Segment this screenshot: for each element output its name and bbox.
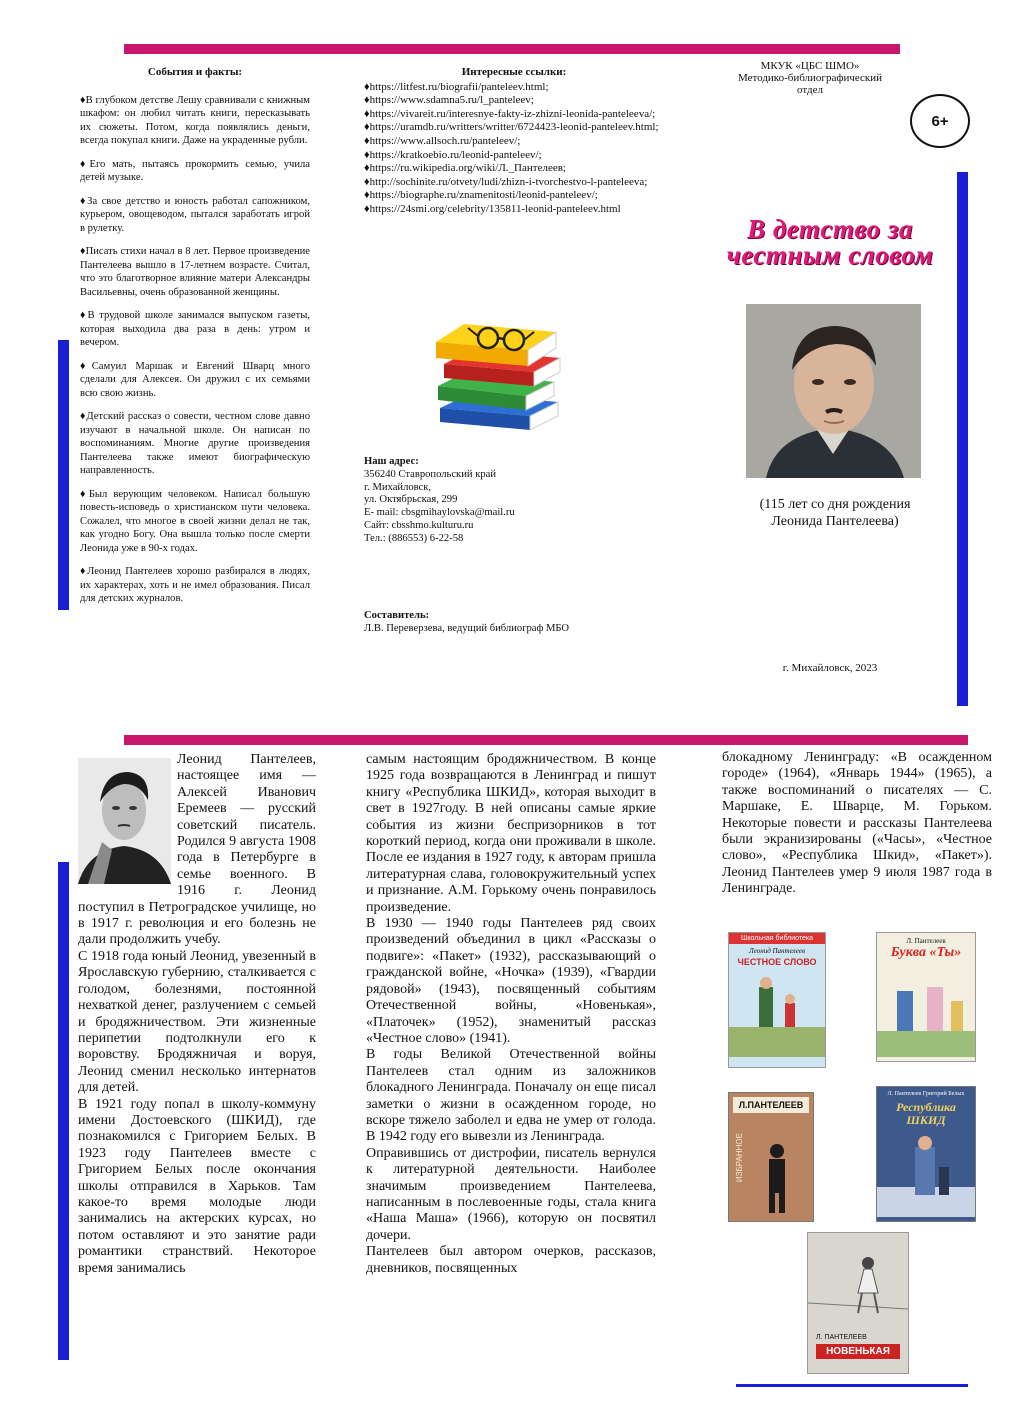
book-illustration-icon — [877, 961, 975, 1057]
compiler-block — [364, 610, 664, 636]
fact-item: ♦За свое детство и юность работал сапожником, курьером, овощеводом, пытался заработать игрой в рулетку. — [80, 195, 310, 234]
address-line: 356240 Ставропольский край — [364, 468, 497, 480]
bw-portrait-photo — [78, 758, 171, 884]
fact-item: ♦Писать стихи начал в 8 лет. Первое произведение Пантелеева вышло в 17-летнем возрасте. Считал, что это благотворное влияние матери Александры Васильевны, очень образованной женщины. — [80, 246, 310, 298]
bio-paragraph: блокадному Ленинграду: «В осажденном городе» (1964), «Январь 1944» (1965), а также воспоминаний о писателях — С. Маршаке, Е. Шварце, М. Горьком. Некоторые повести и рассказы Пантелеева были экранизированы («Часы», «Честное слово», «Республика Шкид», «Пакет»). Леонид Пантелеев умер 9 июля 1987 года в Ленинграде. — [722, 750, 992, 897]
link-item[interactable]: ♦https://www.sdamna5.ru/l_panteleev; — [364, 94, 534, 107]
links-column — [364, 66, 664, 217]
book-illustration-icon — [729, 1129, 813, 1219]
links-list — [364, 81, 664, 217]
link-item[interactable]: ♦https://uramdb.ru/writters/writter/6724423-leonid-panteleev.html; — [364, 121, 659, 134]
fact-item: ♦В трудовой школе занимался выпуском газеты, которая выходила два раза в день: утром и вечером. — [80, 310, 310, 348]
link-item[interactable]: ♦https://24smi.org/celebrity/135811-leonid-panteleev.html — [364, 202, 621, 215]
bw-portrait-image — [78, 758, 171, 884]
portrait-image — [746, 304, 921, 478]
cover-title — [700, 216, 960, 268]
book-cover-izbrannoe — [728, 1092, 814, 1222]
book-author: Л. Пантелеев — [906, 937, 946, 945]
cover-subtitle-line: (115 лет со дня рождения — [759, 497, 911, 512]
bio-paragraph: Оправившись от дистрофии, писатель вернулся к литературной деятельности. Наиболее значимым произведением Пантелеева, написанным в послевоенные годы, стала книга «Наша Маша» (1966), которую он посвятил дочери. — [366, 1145, 656, 1243]
books-stack-icon — [430, 298, 570, 438]
book-cover-bukva-ty — [876, 932, 976, 1062]
cover-portrait-photo — [746, 304, 921, 478]
facts-column — [80, 66, 310, 616]
cover-subtitle-line: Леонида Пантелеева) — [771, 514, 899, 529]
book-illustration-icon — [808, 1233, 908, 1329]
bio-paragraph: самым настоящим бродяжничеством. В конце 1925 года возвращаются в Ленинград и пишут книгу «Республика ШКИД», которая выходит в свет в 1927году. В ней описаны самые яркие события из жизни беспризорников в тот короткий период, когда они проживали в школе. После ее издания в 1927 году, к авторам пришла литературная слава, головокружительный успех и признание. А.М. Горькому очень понравилось произведение. — [366, 752, 656, 915]
bottom-right-blue-line — [736, 1384, 968, 1387]
book-series-label: Школьная библиотека — [729, 933, 825, 944]
bio-paragraph: Леонид Пантелеев, настоящее имя — Алексей Иванович Еремеев — русский советский писатель. Родился 9 августа 1908 года в Петербурге в семье военного. В 1916 г. Леонид поступил в Петроградское училище, но в 1917 г. революция и его болезнь не дали продолжить учебу. — [78, 752, 316, 948]
book-author: Леонид Пантелеев — [748, 947, 805, 955]
website-line[interactable]: Сайт: cbsshmo.kulturu.ru — [364, 519, 474, 531]
organization-header — [715, 60, 905, 96]
bottom-magenta-bar — [124, 735, 968, 745]
book-cover-respublika-shkid — [876, 1086, 976, 1222]
bio-column-3 — [722, 750, 992, 898]
top-magenta-bar — [124, 44, 900, 54]
link-item[interactable]: ♦http://sochinite.ru/otvety/ludi/zhizn-i-tvorchestvo-l-panteleeva; — [364, 175, 648, 188]
top-left-blue-bar — [58, 340, 69, 610]
bio-paragraph: Пантелеев был автором очерков, рассказов, дневников, посвященных — [366, 1244, 656, 1276]
address-block — [364, 456, 664, 546]
org-line: отдел — [797, 84, 823, 96]
bio-paragraph: В 1921 году попал в школу-коммуну имени Достоевского (ШКИД), где познакомился с Григорием Белых. В 1923 году Пантелеев вместе с Григорием Белых после окончания школы отправился в Харьков. Там какое-то время молодые люди занимались на актерских курсах, но потом оставляют и это занятие ради романтики странствий. Некоторое время занимались — [78, 1096, 316, 1276]
fact-item: ♦Его мать, пытаясь прокормить семью, учила детей музыке. — [80, 158, 310, 183]
book-title: ЧЕСТНОЕ СЛОВО — [737, 957, 817, 967]
link-item[interactable]: ♦https://www.allsoch.ru/panteleev/; — [364, 134, 521, 147]
book-title: Республика ШКИД — [896, 1100, 956, 1127]
bio-paragraph: С 1918 года юный Леонид, увезенный в Ярославскую губернию, сталкивается с голодом, болезнями, постоянной нехваткой денег, разлучением с семьей и бродяжничеством. Эти жизненные перипетии подтолкнули его к воровству. Бродяжничая и воруя, Леонид сменил несколько интернатов для детей. — [78, 948, 316, 1096]
links-title: Интересные ссылки: — [461, 66, 567, 78]
age-rating-badge: 6+ — [910, 94, 970, 148]
address-title: Наш адрес: — [364, 456, 419, 467]
books-stack-illustration — [430, 298, 570, 438]
book-author: Л.ПАНТЕЛЕЕВ — [733, 1097, 809, 1113]
book-title: Буква «Ты» — [890, 945, 962, 960]
link-item[interactable]: ♦https://kratkoebio.ru/leonid-panteleev/; — [364, 148, 542, 161]
org-line: Методико-библиографический — [737, 72, 883, 84]
email-line[interactable]: E- mail: cbsgmihaylovska@mail.ru — [364, 507, 515, 519]
cover-title-line: В детство за — [747, 214, 913, 244]
book-illustration-icon — [729, 967, 825, 1057]
compiler-text: Л.В. Переверзева, ведущий библиограф МБО — [364, 622, 570, 634]
book-author: Л. ПАНТЕЛЕЕВ — [816, 1334, 867, 1341]
bio-paragraph: В годы Великой Отечественной войны Пантелеев стал одним из заложников блокадного Ленинграда. Поначалу он еще писал заметки о жизни в осажденном городе, но вскоре тяжело заболел и едва не умер от голода. В 1942 году его вывезли из Ленинграда. — [366, 1047, 656, 1145]
bio-column-2 — [366, 752, 656, 1277]
fact-item: ♦В глубоком детстве Лешу сравнивали с книжным шкафом: он любил читать книги, пересказывать их сюжеты. Потом, когда появлялись деньги, всегда покупал книги. Даже на украденные рубли. — [80, 94, 310, 146]
link-item[interactable]: ♦https://litfest.ru/biografii/panteleev.html; — [364, 80, 549, 93]
book-title: ИЗБРАННОЕ — [735, 1133, 744, 1183]
book-author: Л. Пантелеев Григорий Белых — [887, 1091, 965, 1097]
facts-title: События и факты: — [147, 66, 243, 78]
compiler-title: Составитель: — [364, 610, 430, 621]
book-cover-chestnoe-slovo — [728, 932, 826, 1068]
link-item[interactable]: ♦https://ru.wikipedia.org/wiki/Л._Пантелеев; — [364, 162, 566, 175]
fact-item: ♦Самуил Маршак и Евгений Шварц много сделали для Алексея. Он дружил с их семьями всю свою жизнь. — [80, 360, 310, 399]
city-year: г. Михайловск, 2023 — [782, 662, 878, 674]
address-line: ул. Октябрьская, 299 — [364, 494, 458, 506]
book-title: НОВЕНЬКАЯ — [816, 1344, 900, 1359]
org-line: МКУК «ЦБС ШМО» — [760, 60, 860, 72]
fact-item: ♦Леонид Пантелеев хорошо разбирался в людях, их характерах, хоть и не имел образования. Писал для детских журналов. — [80, 566, 310, 604]
fact-item: ♦Был верующим человеком. Написал большую повесть-исповедь о христианском пути человека. Сожалел, что многое в своей жизни делал не так, как угодно Богу. Она вышла только после смерти Леонида уже в 90-х годах. — [80, 488, 310, 554]
cover-subtitle — [730, 496, 940, 530]
fact-item: ♦Детский рассказ о совести, честном слове давно изучают в начальной школе. Он написан по воспоминаниям. Многие другие произведения Пантелеева также имеют биографическую направленность. — [80, 411, 310, 476]
link-item[interactable]: ♦https://vivareit.ru/interesnye-fakty-iz-zhizni-leonida-panteleeva/; — [364, 107, 656, 120]
book-cover-novenkaya — [807, 1232, 909, 1374]
bottom-left-blue-bar — [58, 862, 69, 1360]
cover-title-line: честным словом — [726, 240, 934, 270]
bio-column-1 — [78, 752, 316, 1277]
address-line: г. Михайловск, — [364, 481, 432, 493]
book-illustration-icon — [877, 1127, 975, 1217]
phone-line: Тел.: (886553) 6-22-58 — [364, 532, 464, 544]
bio-paragraph: В 1930 — 1940 годы Пантелеев ряд своих произведений объединил в цикл «Рассказы о подвиге»: «Пакет» (1932), рассказывающий о гражданской войне, «Ночка» (1939), «Гвардии рядовой» (1943), посвященный событиям Отечественной войны, «Новенькая», «Платочек» (1952), знаменитый рассказ «Честное слово» (1941). — [366, 916, 656, 1046]
link-item[interactable]: ♦https://biographe.ru/znamenitosti/leonid-panteleev/; — [364, 189, 598, 202]
